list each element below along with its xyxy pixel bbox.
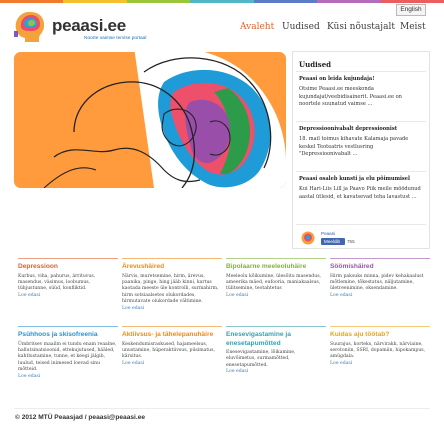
divider bbox=[296, 171, 426, 172]
topic-description: Kurbus, viha, pahurus, ärrituvus, masendus, väsimus, loobumus, tühjustunne, süüd, konfliktid. bbox=[18, 273, 96, 292]
topic-accent-line bbox=[330, 326, 430, 327]
topic-card[interactable] bbox=[226, 258, 326, 299]
news-item-text: Otsime Peaasi.ee meeskonda kujundajat/veebidisainerit. Peaasi.ee on noortele suunatud vaimse ... bbox=[299, 86, 402, 107]
news-sidebar-title: Uudised bbox=[299, 60, 332, 69]
topic-description: Enesevigastamine, lõikamine, eluvõimetus, surmamõtted, enesetapumõtted. bbox=[226, 350, 296, 368]
topic-accent-line bbox=[122, 326, 222, 327]
topic-card[interactable] bbox=[330, 258, 430, 299]
read-more-link[interactable]: Loe edasi bbox=[122, 360, 145, 366]
topic-description: Närvis, muretsemine, hirm, ärevus, paanika, pinge, hing jääb kinni, kartus kaotada meeste üle kontrolli, surmahirm, hirm sotsiaalsetes olukordades, hirmutavate olukordade vältimine. bbox=[122, 273, 219, 305]
news-item[interactable] bbox=[293, 76, 429, 109]
topic-card[interactable] bbox=[122, 326, 222, 367]
read-more-link[interactable]: Loe edasi bbox=[330, 292, 353, 298]
top-color-bar-segment bbox=[63, 0, 126, 3]
news-sidebar bbox=[292, 51, 430, 249]
divider bbox=[296, 121, 426, 122]
topic-title[interactable]: Psühhoos ja skisofreenia bbox=[18, 331, 98, 338]
facebook-like-count: 755 bbox=[347, 239, 355, 244]
topic-accent-line bbox=[226, 326, 326, 327]
news-item-title[interactable]: Peaasi osaleb kunsti ja elu põimumisel bbox=[299, 176, 410, 182]
main-navigation bbox=[0, 22, 444, 34]
read-more-link[interactable]: Loe edasi bbox=[122, 305, 145, 311]
news-item-text: 18. mail toimus kihavate Kalamaja pavade keskel Teoteatris vestlusring "Depressioonivabalt ... bbox=[299, 136, 409, 157]
topic-title[interactable]: Söömishäired bbox=[330, 263, 374, 270]
topic-card[interactable] bbox=[122, 258, 222, 312]
top-color-bar-segment bbox=[254, 0, 317, 3]
topic-accent-line bbox=[18, 258, 118, 259]
top-color-bar bbox=[0, 0, 444, 3]
topic-description: Keskendumisraskused, hajameelsus, unustamine, hüperaktiivsus, püsimatus, kärsitus. bbox=[122, 341, 215, 360]
topic-title[interactable]: Kuidas aju töötab? bbox=[330, 331, 390, 338]
topic-description: Suurajus, korteks, närvirakk, närviaine, serotoniin, SSRI, dopamiin, hipokampus, amügdala. bbox=[330, 341, 426, 360]
read-more-link[interactable]: Loe edasi bbox=[226, 292, 249, 298]
topic-title[interactable]: Aktiivsus- ja tähelepanuhäire bbox=[122, 331, 214, 338]
top-color-bar-segment bbox=[127, 0, 190, 3]
news-item-title[interactable]: Peaasi on leida kujundaja! bbox=[299, 76, 375, 82]
top-color-bar-segment bbox=[190, 0, 253, 3]
divider bbox=[296, 224, 426, 225]
facebook-page-logo-icon[interactable] bbox=[301, 230, 315, 244]
news-item[interactable] bbox=[293, 126, 429, 159]
topic-card[interactable] bbox=[226, 326, 326, 376]
top-color-bar-segment bbox=[381, 0, 444, 3]
topic-accent-line bbox=[18, 326, 118, 327]
news-item[interactable] bbox=[293, 176, 429, 201]
language-switch-button[interactable]: English bbox=[396, 4, 426, 16]
news-item-title[interactable]: Depressioonivabalt depressioonist bbox=[299, 126, 398, 132]
topic-title[interactable]: Bipolaarne meeleoluhäire bbox=[226, 263, 307, 270]
top-color-bar-segment bbox=[317, 0, 380, 3]
read-more-link[interactable]: Loe edasi bbox=[226, 369, 249, 375]
topic-accent-line bbox=[122, 258, 222, 259]
topic-title[interactable]: Ärevushäired bbox=[122, 263, 165, 270]
topic-card[interactable] bbox=[18, 258, 118, 299]
nav-item-kusi-noustajalt[interactable]: Küsi nõustajalt bbox=[327, 22, 395, 32]
topic-title[interactable]: Enesevigastamine ja enesetapumõtted bbox=[226, 331, 291, 347]
read-more-link[interactable]: Loe edasi bbox=[18, 292, 41, 298]
facebook-like-button[interactable]: Meeldib bbox=[321, 238, 345, 245]
topic-card[interactable] bbox=[330, 326, 430, 367]
footer-copyright: © 2012 MTÜ Peaasjad / peaasi@peaasi.ee bbox=[15, 414, 146, 421]
topic-accent-line bbox=[330, 258, 430, 259]
divider bbox=[296, 71, 426, 72]
facebook-page-name[interactable]: Peaasi bbox=[321, 231, 336, 236]
footer-divider bbox=[14, 408, 430, 409]
brand-name[interactable]: peaasi.ee bbox=[52, 16, 126, 35]
topic-card[interactable] bbox=[18, 326, 118, 380]
brand-tagline: Noorte vaimse tervise portaal bbox=[84, 36, 147, 41]
news-item-text: Kui Hari-Liis Lill ja Paavo Piik meile möödunud aastal ütlesid, et kavatsevad teha lavastust ... bbox=[299, 186, 421, 200]
top-color-bar-segment bbox=[0, 0, 63, 3]
nav-item-avaleht[interactable]: Avaleht bbox=[240, 22, 275, 32]
topic-description: Meeleolu kõikumine, ülesõitu masendus, ameerika mäed, eufooria, maniakaalsus, tülitsemine, teotahtetus bbox=[226, 273, 322, 292]
topic-accent-line bbox=[226, 258, 326, 259]
read-more-link[interactable]: Loe edasi bbox=[18, 373, 41, 379]
head-with-headphones-illustration bbox=[14, 52, 286, 188]
topic-description: Ümbritsev maailm ei tundu enam reaalne, hallutsinatsioonid, ettekujutused, hääled, kahtlustamine, tunne, et keegi jälgib, luulud, teised inimesed loevad sinu mõtteid. bbox=[18, 341, 117, 373]
nav-item-uudised[interactable]: Uudised bbox=[282, 22, 320, 32]
topic-title[interactable]: Depressioon bbox=[18, 263, 58, 270]
read-more-link[interactable]: Loe edasi bbox=[330, 360, 353, 366]
nav-item-meist[interactable]: Meist bbox=[400, 22, 426, 32]
topic-description: Hirm paksuks minna, pidev kehakaalust mõtlemine, tõkestatus, näljutamine, ületreenimine, oksendamine. bbox=[330, 273, 424, 292]
